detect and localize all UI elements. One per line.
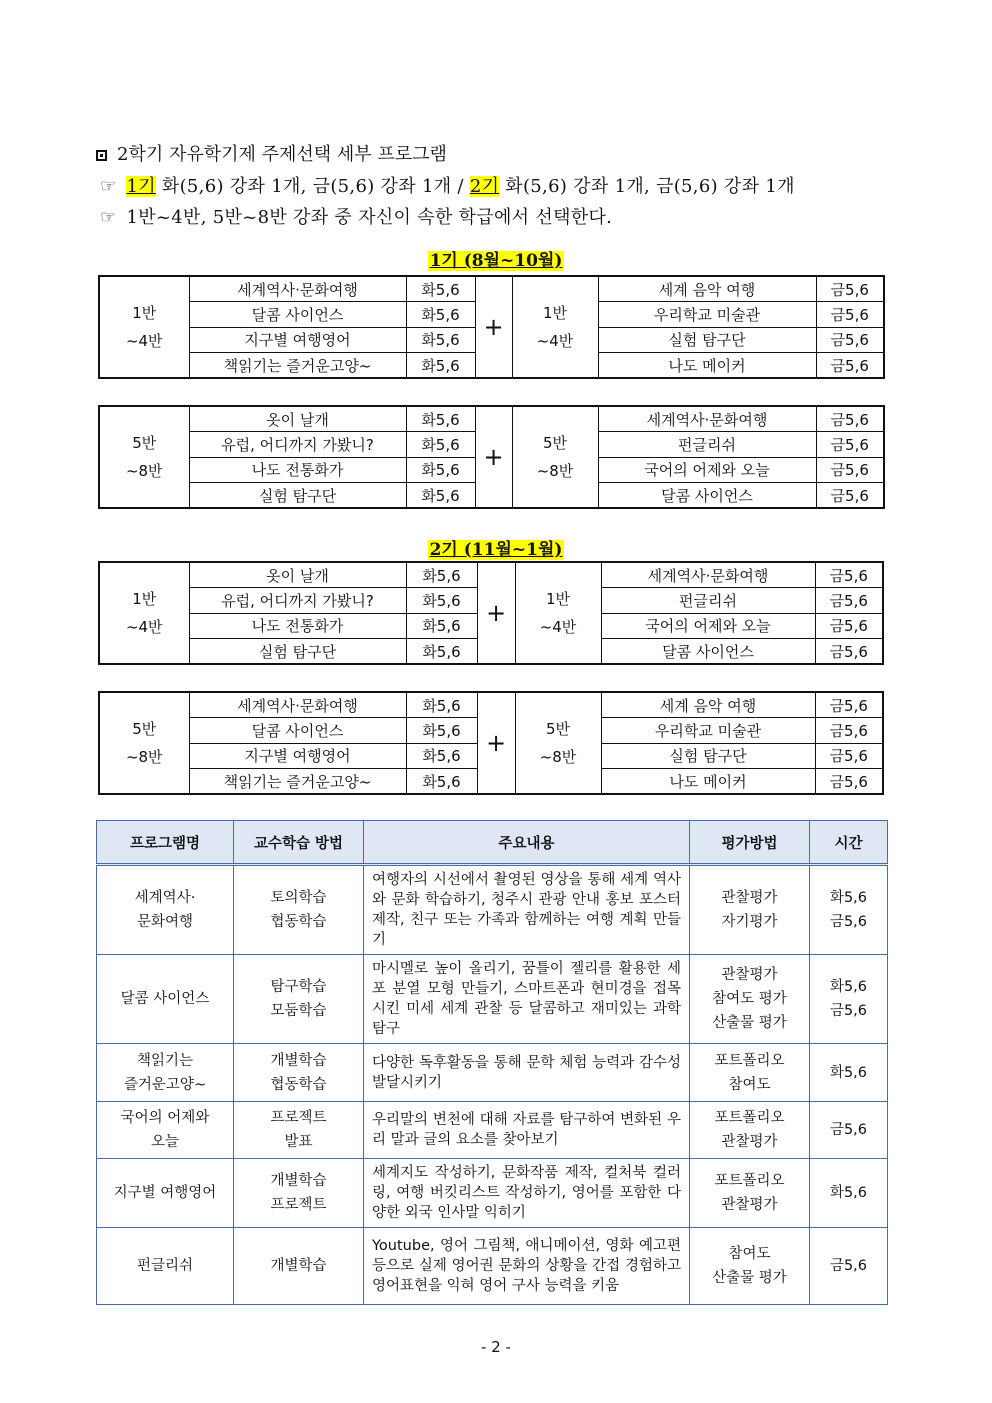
course-name: 세계 음악 여행 <box>598 276 816 302</box>
program-content: 다양한 독후활동을 통해 문학 체험 능력과 감수성 발달시키기 <box>364 1044 690 1102</box>
program-time: 금5,6 <box>810 1102 888 1159</box>
note1-text-a: 화(5,6) 강좌 1개, 금(5,6) 강좌 1개 / <box>155 176 470 197</box>
course-time: 금5,6 <box>816 406 884 432</box>
course-name: 우리학교 미술관 <box>601 718 815 744</box>
course-time: 금5,6 <box>815 639 883 665</box>
program-detail-table <box>96 820 888 1305</box>
course-time: 화5,6 <box>406 769 477 795</box>
course-name: 세계역사·문화여행 <box>598 406 816 432</box>
course-time: 금5,6 <box>816 432 884 458</box>
course-time: 금5,6 <box>815 718 883 744</box>
program-name: 지구별 여행영어 <box>97 1159 234 1228</box>
program-row <box>97 1044 888 1102</box>
class-group-left: 1반 ~4반 <box>99 276 189 378</box>
class-group-right: 5반 ~8반 <box>515 692 601 794</box>
program-time: 금5,6 <box>810 1228 888 1305</box>
program-row <box>97 955 888 1044</box>
evaluation-method: 포트폴리오 관찰평가 <box>690 1102 810 1159</box>
course-name: 국어의 어제와 오늘 <box>601 613 815 639</box>
evaluation-method: 관찰평가 자기평가 <box>690 865 810 955</box>
program-time: 화5,6 금5,6 <box>810 865 888 955</box>
term2-title: 2기 (11월~1월) <box>429 540 563 560</box>
teaching-method: 개별학습 프로젝트 <box>234 1159 364 1228</box>
teaching-method: 토의학습 협동학습 <box>234 865 364 955</box>
evaluation-method: 참여도 산출물 평가 <box>690 1228 810 1305</box>
course-time: 금5,6 <box>815 562 883 588</box>
program-content: Youtube, 영어 그림책, 애니메이션, 영화 예고편 등으로 실제 영어권 문화의 상황을 간접 경험하고 영어표현을 익혀 영어 구사 능력을 키움 <box>364 1228 690 1305</box>
note2-text: 1반~4반, 5반~8반 강좌 중 자신이 속한 학급에서 선택한다. <box>126 207 613 228</box>
course-name: 세계역사·문화여행 <box>189 276 406 302</box>
class-group-right: 1반 ~4반 <box>512 276 598 378</box>
course-name: 달콤 사이언스 <box>189 302 406 328</box>
course-time: 화5,6 <box>406 457 475 483</box>
class-group-right: 5반 ~8반 <box>512 406 598 508</box>
class-group-right: 1반 ~4반 <box>515 562 601 664</box>
course-name: 우리학교 미술관 <box>598 302 816 328</box>
program-name: 달콤 사이언스 <box>97 955 234 1044</box>
column-header: 주요내용 <box>364 821 690 865</box>
course-name: 지구별 여행영어 <box>189 743 406 769</box>
course-name: 옷이 날개 <box>189 406 406 432</box>
course-time: 금5,6 <box>815 588 883 614</box>
schedule-table <box>98 691 884 795</box>
course-name: 책읽기는 즐거운고양~ <box>189 769 406 795</box>
course-time: 화5,6 <box>406 692 477 718</box>
column-header: 프로그램명 <box>97 821 234 865</box>
plus-sign: + <box>477 562 515 664</box>
course-name: 달콤 사이언스 <box>598 483 816 509</box>
course-name: 달콤 사이언스 <box>601 639 815 665</box>
course-time: 화5,6 <box>406 613 477 639</box>
program-content: 우리말의 변천에 대해 자료를 탐구하여 변화된 우리 말과 글의 요소를 찾아보기 <box>364 1102 690 1159</box>
course-time: 금5,6 <box>815 769 883 795</box>
course-name: 달콤 사이언스 <box>189 718 406 744</box>
class-group-left: 5반 ~8반 <box>99 406 189 508</box>
program-time: 화5,6 금5,6 <box>810 955 888 1044</box>
pointing-hand-icon: ☞ <box>100 207 117 228</box>
program-name: 책읽기는 즐거운고양~ <box>97 1044 234 1102</box>
program-content: 세계지도 작성하기, 문화작품 제작, 컬처북 컬러링, 여행 버킷리스트 작성하기, 영어를 포함한 다양한 외국 인사말 익히기 <box>364 1159 690 1228</box>
course-name: 실험 탐구단 <box>189 483 406 509</box>
teaching-method: 개별학습 협동학습 <box>234 1044 364 1102</box>
course-name: 국어의 어제와 오늘 <box>598 457 816 483</box>
course-name: 책읽기는 즐거운고양~ <box>189 353 406 379</box>
schedule-row <box>99 276 884 302</box>
course-name: 나도 메이커 <box>601 769 815 795</box>
course-name: 세계역사·문화여행 <box>601 562 815 588</box>
course-name: 지구별 여행영어 <box>189 327 406 353</box>
detail-header-row <box>97 821 888 865</box>
plus-sign: + <box>475 276 512 378</box>
course-name: 펀글리쉬 <box>598 432 816 458</box>
course-name: 실험 탐구단 <box>601 743 815 769</box>
schedule-table <box>98 561 884 665</box>
course-time: 화5,6 <box>406 327 475 353</box>
note-line-1 <box>100 172 795 198</box>
course-time: 화5,6 <box>406 276 475 302</box>
course-time: 금5,6 <box>816 276 884 302</box>
class-group-left: 1반 ~4반 <box>99 562 189 664</box>
course-time: 화5,6 <box>406 743 477 769</box>
section-heading-text: 2학기 자유학기제 주제선택 세부 프로그램 <box>117 144 447 165</box>
evaluation-method: 포트폴리오 참여도 <box>690 1044 810 1102</box>
program-name: 펀글리쉬 <box>97 1228 234 1305</box>
section-heading <box>96 140 447 166</box>
course-name: 세계 음악 여행 <box>601 692 815 718</box>
course-name: 세계역사·문화여행 <box>189 692 406 718</box>
schedule-table <box>98 405 885 509</box>
course-time: 화5,6 <box>406 588 477 614</box>
evaluation-method: 관찰평가 참여도 평가 산출물 평가 <box>690 955 810 1044</box>
course-time: 금5,6 <box>816 457 884 483</box>
teaching-method: 프로젝트 발표 <box>234 1102 364 1159</box>
schedule-row <box>99 406 884 432</box>
column-header: 교수학습 방법 <box>234 821 364 865</box>
column-header: 시간 <box>810 821 888 865</box>
course-time: 화5,6 <box>406 302 475 328</box>
course-name: 옷이 날개 <box>189 562 406 588</box>
course-time: 화5,6 <box>406 483 475 509</box>
course-time: 금5,6 <box>815 692 883 718</box>
schedule-table <box>98 275 885 379</box>
column-header: 평가방법 <box>690 821 810 865</box>
page-number: - 2 - <box>481 1338 511 1356</box>
class-group-left: 5반 ~8반 <box>99 692 189 794</box>
note1-text-b: 화(5,6) 강좌 1개, 금(5,6) 강좌 1개 <box>499 176 795 197</box>
course-time: 화5,6 <box>406 353 475 379</box>
teaching-method: 탐구학습 모둠학습 <box>234 955 364 1044</box>
plus-sign: + <box>477 692 515 794</box>
course-time: 금5,6 <box>815 613 883 639</box>
program-content: 여행자의 시선에서 촬영된 영상을 통해 세계 역사와 문화 학습하기, 청주시 관광 안내 홍보 포스터 제작, 친구 또는 가족과 함께하는 여행 계획 만들기 <box>364 865 690 955</box>
course-time: 금5,6 <box>816 302 884 328</box>
plus-sign: + <box>475 406 512 508</box>
program-name: 국어의 어제와 오늘 <box>97 1102 234 1159</box>
course-time: 화5,6 <box>406 718 477 744</box>
program-row <box>97 865 888 955</box>
course-name: 유럽, 어디까지 가봤니? <box>189 588 406 614</box>
course-name: 실험 탐구단 <box>189 639 406 665</box>
program-name: 세계역사· 문화여행 <box>97 865 234 955</box>
schedule-row <box>99 562 883 588</box>
program-row <box>97 1228 888 1305</box>
course-name: 펀글리쉬 <box>601 588 815 614</box>
term1-label: 1기 <box>126 176 156 197</box>
course-time: 화5,6 <box>406 432 475 458</box>
evaluation-method: 포트폴리오 관찰평가 <box>690 1159 810 1228</box>
program-content: 마시멜로 높이 올리기, 꿈틀이 젤리를 활용한 세포 분열 모형 만들기, 스마트폰과 현미경을 접목시킨 미세 세계 관찰 등 달콤하고 재미있는 과학 탐구 <box>364 955 690 1044</box>
course-time: 금5,6 <box>816 483 884 509</box>
term1-title: 1기 (8월~10월) <box>429 251 563 271</box>
course-name: 실험 탐구단 <box>598 327 816 353</box>
course-time: 금5,6 <box>816 327 884 353</box>
course-name: 나도 전통화가 <box>189 613 406 639</box>
term2-label: 2기 <box>469 176 500 197</box>
course-time: 화5,6 <box>406 406 475 432</box>
course-name: 나도 메이커 <box>598 353 816 379</box>
program-row <box>97 1102 888 1159</box>
program-time: 화5,6 <box>810 1044 888 1102</box>
course-time: 금5,6 <box>816 353 884 379</box>
course-time: 화5,6 <box>406 562 477 588</box>
teaching-method: 개별학습 <box>234 1228 364 1305</box>
note-line-2 <box>100 203 612 229</box>
program-time: 화5,6 <box>810 1159 888 1228</box>
course-name: 유럽, 어디까지 가봤니? <box>189 432 406 458</box>
course-time: 화5,6 <box>406 639 477 665</box>
pointing-hand-icon: ☞ <box>100 176 117 197</box>
square-bullet-icon <box>96 150 107 161</box>
schedule-row <box>99 692 883 718</box>
course-time: 금5,6 <box>815 743 883 769</box>
program-row <box>97 1159 888 1228</box>
course-name: 나도 전통화가 <box>189 457 406 483</box>
